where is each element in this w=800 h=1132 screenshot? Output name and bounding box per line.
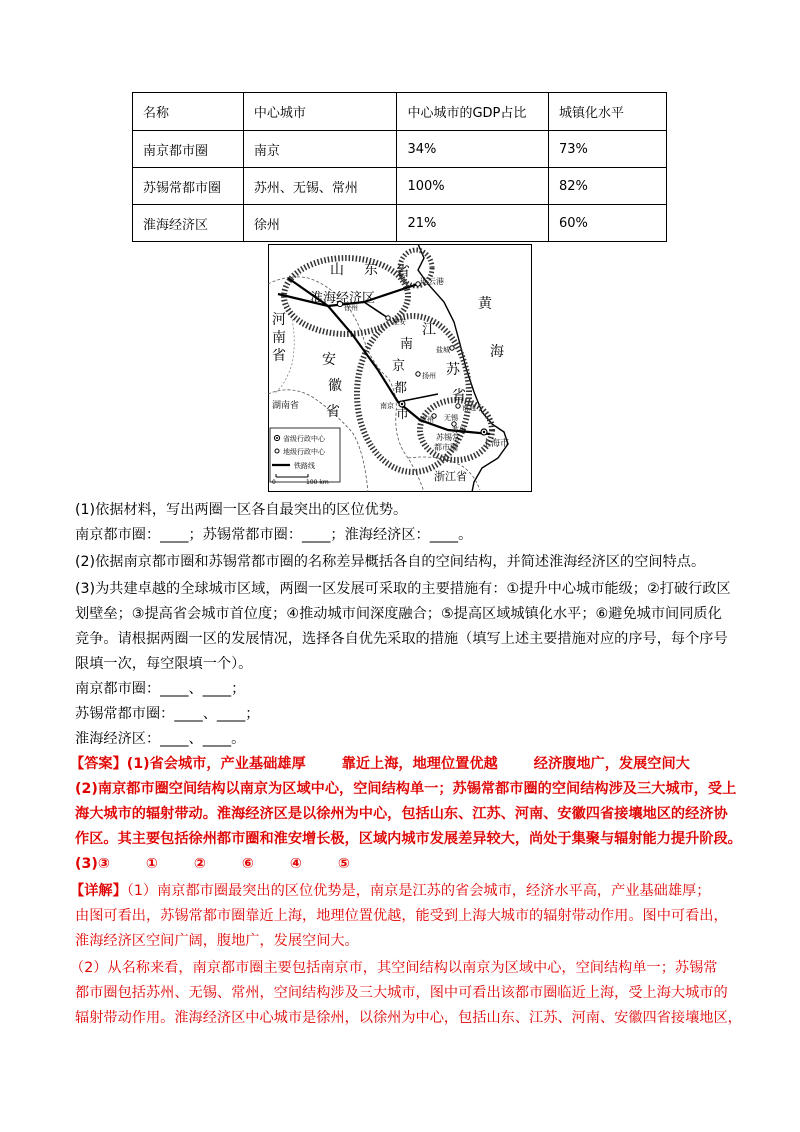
table-cell: 21% xyxy=(397,205,549,242)
metro-area-table xyxy=(132,92,667,242)
map-label-nj-2: 京 xyxy=(392,359,406,374)
header-cell-gdp-share: 中心城市的GDP占比 xyxy=(397,93,549,131)
map-label-huang: 黄 xyxy=(478,296,492,312)
map-label-sheng-henan: 省 xyxy=(272,348,286,364)
map-label-he: 河 xyxy=(272,312,286,328)
map-label-nj-4: 市 xyxy=(396,407,410,422)
answer-3-line xyxy=(75,854,735,874)
map-label-xuzhou: 徐州 xyxy=(344,304,358,312)
detail-2-line-3: 辐射带动作用。淮海经济区中心城市是徐州，以徐州为中心，包括山东、江苏、河南、安徽四省接壤地区， xyxy=(75,1010,742,1026)
question-2-prompt: (2)依据南京都市圈和苏锡常都市圈的名称差异概括各自的空间结构，并简述淮海经济区的空间特点。 xyxy=(75,554,706,570)
answer-2-line-3: 作区。其主要包括徐州都市圈和淮安增长极，区域内城市发展差异较大，尚处于集聚与辐射能力提升阶段。 xyxy=(75,831,742,847)
question-3-line-1: (3)为共建卓越的全球城市区域，两圈一区发展可采取的主要措施有：①提升中心城市能级；②打破行政区 xyxy=(75,581,731,597)
map-label-zhejiang: 浙江省 xyxy=(434,470,467,483)
table-cell: 徐州 xyxy=(243,205,397,242)
question-1-prompt: (1)依据材料，写出两圈一区各自最突出的区位优势。 xyxy=(75,502,408,518)
scale-label: 100 km xyxy=(306,479,329,486)
answer-3-item: ⑤ xyxy=(337,856,350,872)
question-3-line-3: 竞争。请根据两圈一区的发展情况，选择各自优先采取的措施（填写上述主要措施对应的序号，每个序号 xyxy=(75,631,728,647)
answer-3-item: (3)③ xyxy=(75,856,110,872)
answer-1-part-3: 经济腹地广，发展空间大 xyxy=(533,756,690,772)
map-label-dong: 东 xyxy=(364,262,378,278)
answer-2-line-2: 海大城市的辐射带动。淮海经济区是以徐州为中心，包括山东、江苏、河南、安徽四省接壤地区的经济协 xyxy=(75,806,728,822)
map-label-hui: 徽 xyxy=(328,378,342,394)
legend-province-capital: 省级行政中心 xyxy=(283,435,325,443)
answer-3-item: ⑥ xyxy=(241,856,254,872)
table-cell: 60% xyxy=(548,205,666,242)
legend-prefecture-city: 地级行政中心 xyxy=(283,448,325,456)
table-row xyxy=(133,205,667,242)
map-label-sheng-anhui: 省 xyxy=(326,404,340,420)
map-label-huaian: 淮安 xyxy=(392,318,406,326)
answer-1-part-1: (1)省会城市，产业基础雄厚 xyxy=(126,756,306,772)
map-label-yancheng: 盐城 xyxy=(436,346,450,354)
question-3-nanjing-blanks: 南京都市圈：____、____； xyxy=(75,681,246,697)
map-label-wuxi: 无锡 xyxy=(444,414,458,422)
answer-label: 【答案】 xyxy=(70,756,127,772)
table-row xyxy=(133,168,667,205)
detail-1-line-2: 由图可看出，苏锡常都市圈靠近上海，地理位置优越，能受到上海大城市的辐射带动作用。图中可看出， xyxy=(75,908,728,924)
map-label-shanghai: 上海市 xyxy=(482,439,510,449)
scale-zero: 0 xyxy=(272,479,276,486)
region-map xyxy=(268,244,532,492)
answer-3-item: ① xyxy=(145,856,158,872)
map-label-yangzhou: 扬州 xyxy=(422,372,436,380)
answer-3-item: ② xyxy=(193,856,206,872)
map-label-changzhou: 常州 xyxy=(420,416,434,424)
map-label-lianyungang: 连云港 xyxy=(420,277,444,286)
map-label-suxichang-1: 苏锡常 xyxy=(436,433,460,442)
table-cell: 南京都市圈 xyxy=(133,131,244,168)
map-label-shan: 山 xyxy=(330,262,344,278)
detail-2-line-2: 都市圈包括苏州、无锡、常州，空间结构涉及三大城市，图中可看出该都市圈临近上海，受上海大城市的 xyxy=(75,985,728,1001)
question-1-blanks: 南京都市圈：____；苏锡常都市圈：____；淮海经济区：____。 xyxy=(75,527,473,543)
map-label-an: 安 xyxy=(322,352,336,368)
table-cell: 苏锡常都市圈 xyxy=(133,168,244,205)
map-label-huaihai: 淮海经济区 xyxy=(310,291,376,306)
answer-2-line-1: (2)南京都市圈空间结构以南京为区域中心，空间结构单一；苏锡常都市圈的空间结构涉及三大城市，受上 xyxy=(75,781,737,797)
question-3-line-4: 限填一次，每空限填一个）。 xyxy=(75,656,253,672)
header-cell-name: 名称 xyxy=(133,93,244,131)
table-header-row xyxy=(133,93,667,131)
map-label-nantong: 南通 xyxy=(462,404,476,412)
table-cell: 100% xyxy=(397,168,549,205)
answer-1-part-2: 靠近上海，地理位置优越 xyxy=(341,756,498,772)
map-label-su: 苏 xyxy=(446,362,460,378)
map-label-nanjing: 南京 xyxy=(380,402,394,410)
question-3-line-2: 划壁垒；③提高省会城市首位度；④推动城市间深度融合；⑤提高区域城镇化水平；⑥避免城市间同质化 xyxy=(75,606,722,622)
table-cell: 34% xyxy=(397,131,549,168)
detail-line-1 xyxy=(70,881,730,901)
map-label-sheng-shandong: 省 xyxy=(396,264,410,280)
detail-2-line-1: （2）从名称来看，南京都市圈主要包括南京市，其空间结构以南京为区域中心，空间结构单一；苏锡常 xyxy=(70,960,718,976)
answer-3-item: ④ xyxy=(289,856,302,872)
map-label-jiang: 江 xyxy=(422,322,436,338)
map-label-hubei: 湖南省 xyxy=(272,401,300,411)
detail-label: 【详解】 xyxy=(70,883,127,899)
table-row xyxy=(133,131,667,168)
table-cell: 苏州、无锡、常州 xyxy=(243,168,397,205)
map-label-sheng-jiangsu: 省 xyxy=(452,388,466,404)
table-cell: 南京 xyxy=(243,131,397,168)
map-label-nan: 南 xyxy=(272,330,286,346)
detail-1-line-1: （1）南京都市圈最突出的区位优势是，南京是江苏的省会城市，经济水平高，产业基础雄厚； xyxy=(126,883,711,899)
map-label-hai: 海 xyxy=(490,344,504,360)
table-cell: 淮海经济区 xyxy=(133,205,244,242)
legend-railway: 铁路线 xyxy=(294,462,315,470)
header-cell-center-city: 中心城市 xyxy=(243,93,397,131)
answer-line-1 xyxy=(70,754,730,774)
table-cell: 73% xyxy=(548,131,666,168)
header-cell-urbanization: 城镇化水平 xyxy=(548,93,666,131)
map-svg xyxy=(268,244,532,492)
detail-1-line-3: 淮海经济区空间广阔，腹地广，发展空间大。 xyxy=(75,933,359,949)
question-3-suxichang-blanks: 苏锡常都市圈：____、____； xyxy=(75,706,260,722)
map-label-suzhou: 苏州 xyxy=(452,426,466,434)
question-3-huaihai-blanks: 淮海经济区：____、____。 xyxy=(75,731,246,747)
map-label-nj-3: 都 xyxy=(394,381,408,396)
map-label-suxichang-2: 都市圈 xyxy=(434,443,458,452)
map-label-nj-1: 南 xyxy=(400,337,414,352)
table-cell: 82% xyxy=(548,168,666,205)
